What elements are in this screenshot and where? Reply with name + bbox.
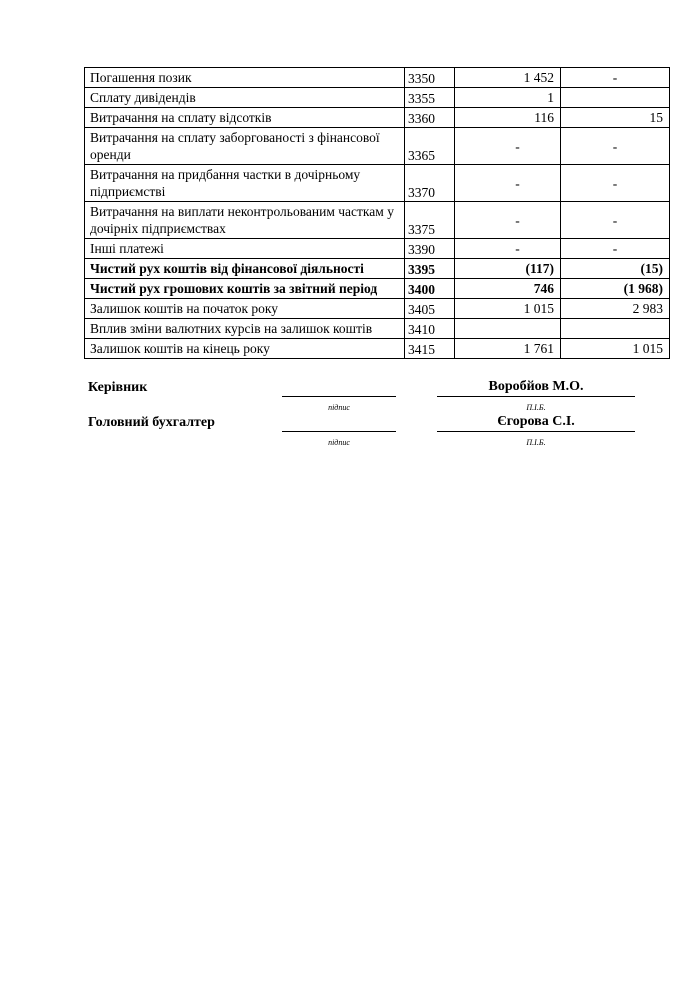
row-code-cell: 3405: [405, 299, 455, 319]
accountant-label: Головний бухгалтер: [88, 415, 215, 430]
row-previous-period-cell: [561, 319, 670, 339]
row-previous-period-cell: -: [561, 202, 670, 239]
director-signature-line: [282, 396, 396, 397]
table-row: [85, 239, 670, 259]
director-signature-hint: підпис: [328, 403, 350, 412]
table-row: [85, 202, 670, 239]
row-name-cell: Залишок коштів на кінець року: [85, 339, 405, 359]
row-current-period-cell: (117): [455, 259, 561, 279]
row-name-cell: Погашення позик: [85, 68, 405, 88]
row-name-cell: Витрачання на придбання частки в дочірньому підприємстві: [85, 165, 405, 202]
accountant-name-line: [437, 431, 635, 432]
row-code-cell: 3415: [405, 339, 455, 359]
row-current-period-cell: 1: [455, 88, 561, 108]
cash-flow-table-body: [85, 68, 670, 359]
table-row: [85, 279, 670, 299]
row-code-cell: 3410: [405, 319, 455, 339]
row-code-cell: 3360: [405, 108, 455, 128]
row-previous-period-cell: -: [561, 68, 670, 88]
row-previous-period-cell: 1 015: [561, 339, 670, 359]
row-previous-period-cell: (15): [561, 259, 670, 279]
row-name-cell: Вплив зміни валютних курсів на залишок коштів: [85, 319, 405, 339]
row-code-cell: 3350: [405, 68, 455, 88]
row-name-cell: Залишок коштів на початок року: [85, 299, 405, 319]
row-previous-period-cell: -: [561, 239, 670, 259]
row-current-period-cell: -: [455, 202, 561, 239]
accountant-name: Єгорова С.І.: [497, 414, 575, 429]
row-current-period-cell: [455, 319, 561, 339]
row-current-period-cell: -: [455, 239, 561, 259]
table-row: [85, 339, 670, 359]
row-code-cell: 3395: [405, 259, 455, 279]
table-row: [85, 165, 670, 202]
director-name: Воробйов М.О.: [488, 379, 584, 394]
director-name-hint: П.І.Б.: [526, 403, 546, 412]
accountant-name-hint: П.І.Б.: [526, 438, 546, 447]
row-code-cell: 3375: [405, 202, 455, 239]
row-code-cell: 3400: [405, 279, 455, 299]
row-code-cell: 3365: [405, 128, 455, 165]
director-label: Керівник: [88, 380, 148, 395]
row-previous-period-cell: -: [561, 165, 670, 202]
row-current-period-cell: -: [455, 128, 561, 165]
row-name-cell: Чистий рух коштів від фінансової діяльності: [85, 259, 405, 279]
row-name-cell: Чистий рух грошових коштів за звітний період: [85, 279, 405, 299]
row-name-cell: Витрачання на виплати неконтрольованим часткам у дочірніх підприємствах: [85, 202, 405, 239]
table-row: [85, 259, 670, 279]
row-current-period-cell: 1 015: [455, 299, 561, 319]
row-current-period-cell: 116: [455, 108, 561, 128]
row-previous-period-cell: 15: [561, 108, 670, 128]
row-current-period-cell: 1 761: [455, 339, 561, 359]
row-previous-period-cell: -: [561, 128, 670, 165]
row-current-period-cell: 746: [455, 279, 561, 299]
row-previous-period-cell: (1 968): [561, 279, 670, 299]
row-code-cell: 3355: [405, 88, 455, 108]
director-name-line: [437, 396, 635, 397]
row-previous-period-cell: [561, 88, 670, 108]
table-row: [85, 299, 670, 319]
row-previous-period-cell: 2 983: [561, 299, 670, 319]
accountant-signature-hint: підпис: [328, 438, 350, 447]
row-code-cell: 3390: [405, 239, 455, 259]
row-name-cell: Інші платежі: [85, 239, 405, 259]
table-row: [85, 319, 670, 339]
row-code-cell: 3370: [405, 165, 455, 202]
row-name-cell: Витрачання на сплату відсотків: [85, 108, 405, 128]
table-row: [85, 68, 670, 88]
row-current-period-cell: -: [455, 165, 561, 202]
cash-flow-table: [84, 67, 670, 359]
accountant-signature-line: [282, 431, 396, 432]
row-current-period-cell: 1 452: [455, 68, 561, 88]
row-name-cell: Витрачання на сплату заборгованості з фінансової оренди: [85, 128, 405, 165]
table-row: [85, 108, 670, 128]
row-name-cell: Сплату дивідендів: [85, 88, 405, 108]
table-row: [85, 128, 670, 165]
table-row: [85, 88, 670, 108]
